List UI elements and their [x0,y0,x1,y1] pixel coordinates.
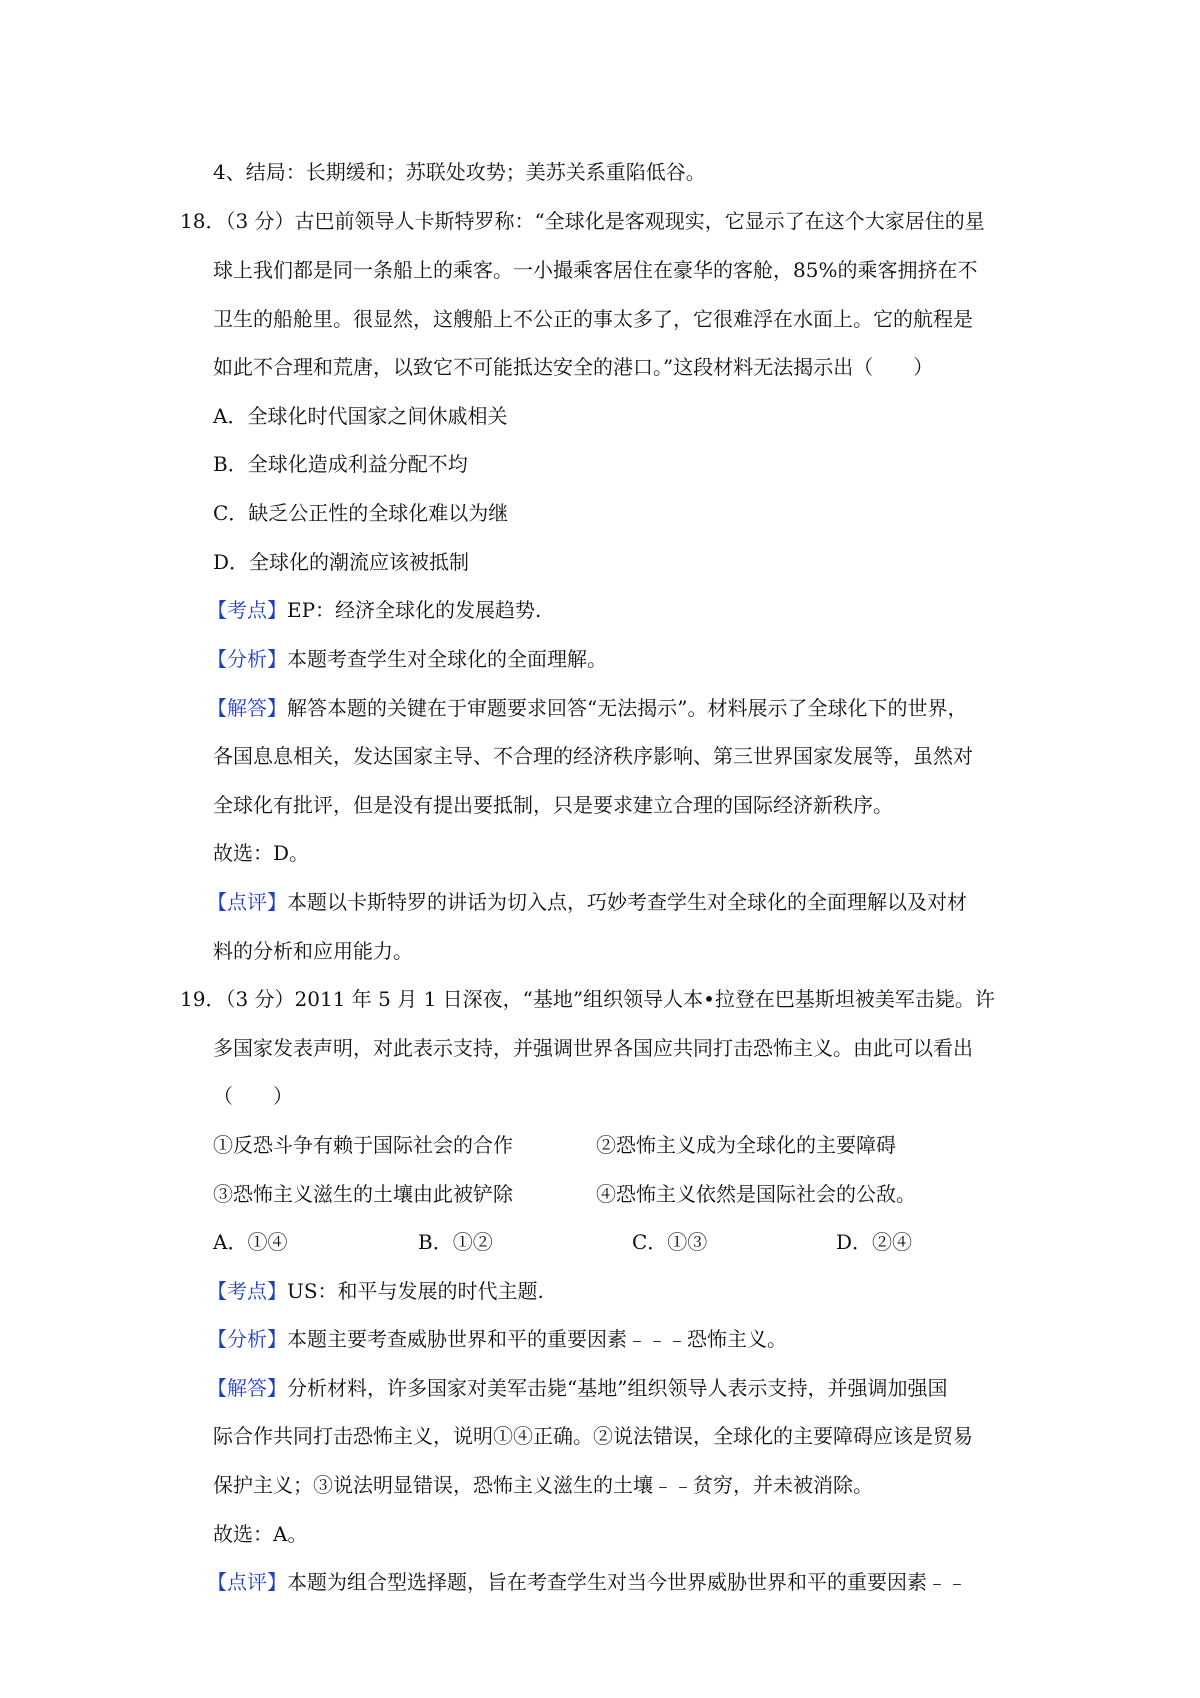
q19-dianping [207,1568,967,1596]
jieda-text: 分析材料，许多国家对美军击毙“基地”组织领导人表示支持，并强调加强国 [287,1376,948,1400]
fenxi-tag: 【分析】 [207,647,287,671]
kaodian-text: US：和平与发展的时代主题. [287,1279,544,1303]
q19-jieda-line-2: 际合作共同打击恐怖主义，说明①④正确。②说法错误，全球化的主要障碍应该是贸易 [213,1424,973,1448]
q18-jieda [207,694,967,722]
q19-kaodian [207,1277,544,1305]
q18-jieda-line-3: 全球化有批评，但是没有提出要抵制，只是要求建立合理的国际经济新秩序。 [213,793,893,817]
q18-stem-line-1: 18．（3 分）古巴前领导人卡斯特罗称：“全球化是客观现实，它显示了在这个大家居住的星 [180,209,985,233]
q19-jieda-line-3: 保护主义；③说法明显错误，恐怖主义滋生的土壤﹣﹣贫穷，并未被消除。 [213,1473,873,1497]
q19-item-1: ①反恐斗争有赖于国际社会的合作 [213,1133,513,1157]
q19-stem-line-2: 多国家发表声明，对此表示支持，并强调世界各国应共同打击恐怖主义。由此可以看出 [213,1036,973,1060]
fenxi-tag: 【分析】 [207,1327,287,1351]
jieda-tag: 【解答】 [207,696,287,720]
q18-jieda-line-2: 各国息息相关，发达国家主导、不合理的经济秩序影响、第三世界国家发展等，虽然对 [213,744,973,768]
dianping-tag: 【点评】 [207,1570,287,1594]
q19-guxuan: 故选：A。 [213,1522,308,1546]
kaodian-tag: 【考点】 [207,598,287,622]
q18-kaodian [207,596,541,624]
q19-option-d: D．②④ [836,1230,913,1254]
kaodian-tag: 【考点】 [207,1279,287,1303]
q18-dianping [207,888,967,916]
q19-item-3: ③恐怖主义滋生的土壤由此被铲除 [213,1182,513,1206]
q18-stem-line-4: 如此不合理和荒唐，以致它不可能抵达安全的港口。”这段材料无法揭示出（ ） [213,355,934,379]
q19-option-a: A．①④ [213,1230,288,1254]
q18-fenxi [207,645,607,673]
intro-line: 4、结局：长期缓和；苏联处攻势；美苏关系重陷低谷。 [213,160,706,184]
q18-option-a: A．全球化时代国家之间休戚相关 [213,404,508,428]
jieda-text: 解答本题的关键在于审题要求回答“无法揭示”。材料展示了全球化下的世界， [287,696,968,720]
q19-option-b: B．①② [418,1230,493,1254]
dianping-tag: 【点评】 [207,890,287,914]
dianping-text: 本题为组合型选择题，旨在考查学生对当今世界威胁世界和平的重要因素﹣﹣ [287,1570,967,1594]
q19-stem-line-1: 19．（3 分）2011 年 5 月 1 日深夜，“基地”组织领导人本•拉登在巴基斯坦被美军击毙。许 [180,987,995,1011]
jieda-tag: 【解答】 [207,1376,287,1400]
q18-stem-line-3: 卫生的船舱里。很显然，这艘船上不公正的事太多了，它很难浮在水面上。它的航程是 [213,307,973,331]
q18-option-b: B．全球化造成利益分配不均 [213,452,468,476]
kaodian-text: EP：经济全球化的发展趋势. [287,598,542,622]
q19-option-c: C．①③ [632,1230,708,1254]
q18-option-c: C．缺乏公正性的全球化难以为继 [213,501,509,525]
q19-item-4: ④恐怖主义依然是国际社会的公敌。 [596,1182,916,1206]
q18-stem-line-2: 球上我们都是同一条船上的乘客。一小撮乘客居住在豪华的客舱，85%的乘客拥挤在不 [213,258,978,282]
q18-guxuan: 故选：D。 [213,841,310,865]
q19-item-2: ②恐怖主义成为全球化的主要障碍 [596,1133,896,1157]
fenxi-text: 本题考查学生对全球化的全面理解。 [287,647,607,671]
q19-fenxi [207,1325,787,1353]
q18-option-d: D．全球化的潮流应该被抵制 [213,550,470,574]
q19-stem-line-3: （ ） [213,1084,293,1108]
q19-jieda [207,1374,947,1402]
dianping-text: 本题以卡斯特罗的讲话为切入点，巧妙考查学生对全球化的全面理解以及对材 [287,890,967,914]
q18-dianping-line-2: 料的分析和应用能力。 [213,939,413,963]
fenxi-text: 本题主要考查威胁世界和平的重要因素﹣﹣﹣恐怖主义。 [287,1327,787,1351]
